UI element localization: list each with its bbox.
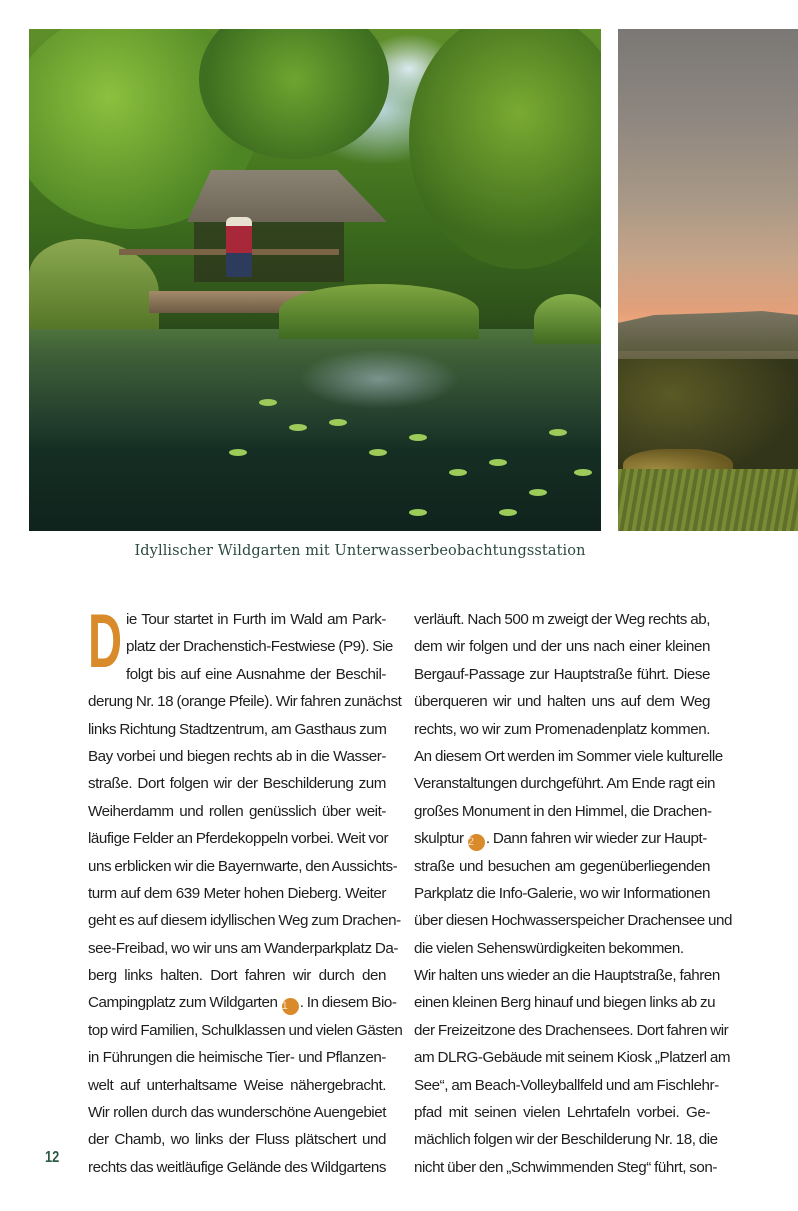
water-lily (329, 419, 347, 426)
text-line: Wir halten uns wieder an die Hauptstraße, fahren (414, 967, 720, 985)
text-line: der Freizeitzone des Drachensees. Dort fahren wir (414, 1021, 729, 1039)
water-lily (574, 469, 592, 476)
text-line: der Chamb, wo links der Fluss plätschert und (88, 1131, 386, 1149)
text-line: verläuft. Nach 500 m zweigt der Weg rechts ab, (414, 611, 710, 628)
text-line: turm auf dem 639 Meter hohen Dieberg. Weiter (88, 884, 386, 902)
text-line: Bay vorbei und biegen rechts ab in die Wasser- (88, 747, 386, 765)
text-line: Weiherdamm und rollen genüsslich über weit- (88, 802, 386, 820)
text-line: über diesen Hochwasserspeicher Drachensee und (414, 912, 732, 930)
distant-hills (618, 311, 798, 351)
text-column-right (414, 606, 732, 1181)
text-line: einen kleinen Berg hinauf und biegen links ab zu (414, 994, 716, 1012)
page-number: 12 (45, 1149, 60, 1166)
water-lily (369, 449, 387, 456)
text-line: läufige Felder an Pferdekoppeln vorbei. Weit vor (88, 830, 389, 848)
text-line: Bergauf-Passage zur Hauptstraße führt. Diese (414, 665, 710, 683)
text-line: Wir rollen durch das wunderschöne Auengebiet (88, 1104, 386, 1122)
text-column-left (88, 599, 403, 1181)
text-fragment: . In diesem Bio- (299, 994, 397, 1012)
text-line-with-marker (414, 825, 710, 852)
text-line: straße und besuchen am gegenüberliegenden (414, 857, 710, 875)
text-line: großes Monument in den Himmel, die Drachen- (414, 802, 712, 820)
text-fragment: . Dann fahren wir wieder zur Haupt- (485, 830, 707, 848)
photo-wildgarten-pond (29, 29, 601, 531)
person-figure (226, 217, 252, 277)
water-lily (529, 489, 547, 496)
text-line: die vielen Sehenswürdigkeiten bekommen. (414, 939, 684, 957)
shelter-roof (187, 170, 387, 222)
text-line: derung Nr. 18 (orange Pfeile). Wir fahren zunächst (88, 693, 402, 711)
text-line: rechts das weitläufige Gelände des Wildgartens (88, 1158, 386, 1176)
sky-reflection (299, 349, 459, 409)
text-line: see-Freibad, wo wir uns am Wanderparkplatz Da- (88, 939, 398, 957)
text-line: folgt bis auf eine Ausnahme der Beschil- (126, 665, 386, 683)
text-line: Veranstaltungen durchgeführt. Am Ende ragt ein (414, 775, 716, 793)
photo-sunset-landscape (618, 29, 798, 531)
water-lily (489, 459, 507, 466)
text-line: ie Tour startet in Furth im Wald am Park- (126, 611, 386, 628)
text-line: überqueren wir und halten uns auf dem Weg (414, 693, 710, 711)
text-line: top wird Familien, Schulklassen und vielen Gästen (88, 1021, 403, 1039)
tree-foliage (409, 29, 601, 269)
text-fragment: Campingplatz zum Wildgarten (88, 994, 278, 1012)
water-lily (259, 399, 277, 406)
text-line: uns erblicken wir die Bayernwarte, den Aussichts- (88, 857, 398, 875)
water-lily (499, 509, 517, 516)
route-marker-1: 1 (282, 998, 299, 1015)
text-line: berg links halten. Dort fahren wir durch den (88, 967, 386, 985)
water-lily (409, 509, 427, 516)
reeds (534, 294, 601, 344)
text-line: An diesem Ort werden im Sommer viele kulturelle (414, 747, 723, 765)
drop-cap: D (88, 599, 123, 684)
text-line: Parkplatz die Info-Galerie, wo wir Informationen (414, 884, 710, 902)
water-lily (409, 434, 427, 441)
text-line: links Richtung Stadtzentrum, am Gasthaus zum (88, 720, 387, 738)
text-line: See“, am Beach-Volleyballfeld und am Fischlehr- (414, 1076, 719, 1094)
text-line: welt auf unterhaltsame Weise nähergebracht. (88, 1076, 386, 1094)
text-line: straße. Dort folgen wir der Beschilderung zum (88, 775, 386, 793)
text-line-with-marker (88, 989, 397, 1016)
text-line: geht es auf diesem idyllischen Weg zum Drachen- (88, 912, 401, 930)
text-line: platz der Drachenstich-Festwiese (P9). Sie (126, 638, 393, 656)
text-line: in Führungen die heimische Tier- und Pflanzen- (88, 1049, 386, 1067)
route-marker-2: 2 (468, 834, 485, 851)
water-lily (549, 429, 567, 436)
text-fragment: skulptur (414, 830, 464, 848)
text-line: nicht über den „Schwimmenden Steg“ führt, son- (414, 1158, 717, 1176)
water-lily (289, 424, 307, 431)
text-line: mächlich folgen wir der Beschilderung Nr. 18, die (414, 1131, 718, 1149)
water-lily (229, 449, 247, 456)
photo-caption: Idyllischer Wildgarten mit Unterwasserbeobachtungsstation (134, 543, 586, 559)
text-line: rechts, wo wir zum Promenadenplatz kommen. (414, 720, 710, 738)
field (618, 469, 798, 531)
water-lily (449, 469, 467, 476)
text-line: pfad mit seinen vielen Lehrtafeln vorbei. Ge- (414, 1104, 710, 1122)
text-line: dem wir folgen und der uns nach einer kleinen (414, 638, 710, 656)
reeds (279, 284, 479, 339)
text-line: am DLRG-Gebäude mit seinem Kiosk „Platzerl am (414, 1049, 731, 1067)
